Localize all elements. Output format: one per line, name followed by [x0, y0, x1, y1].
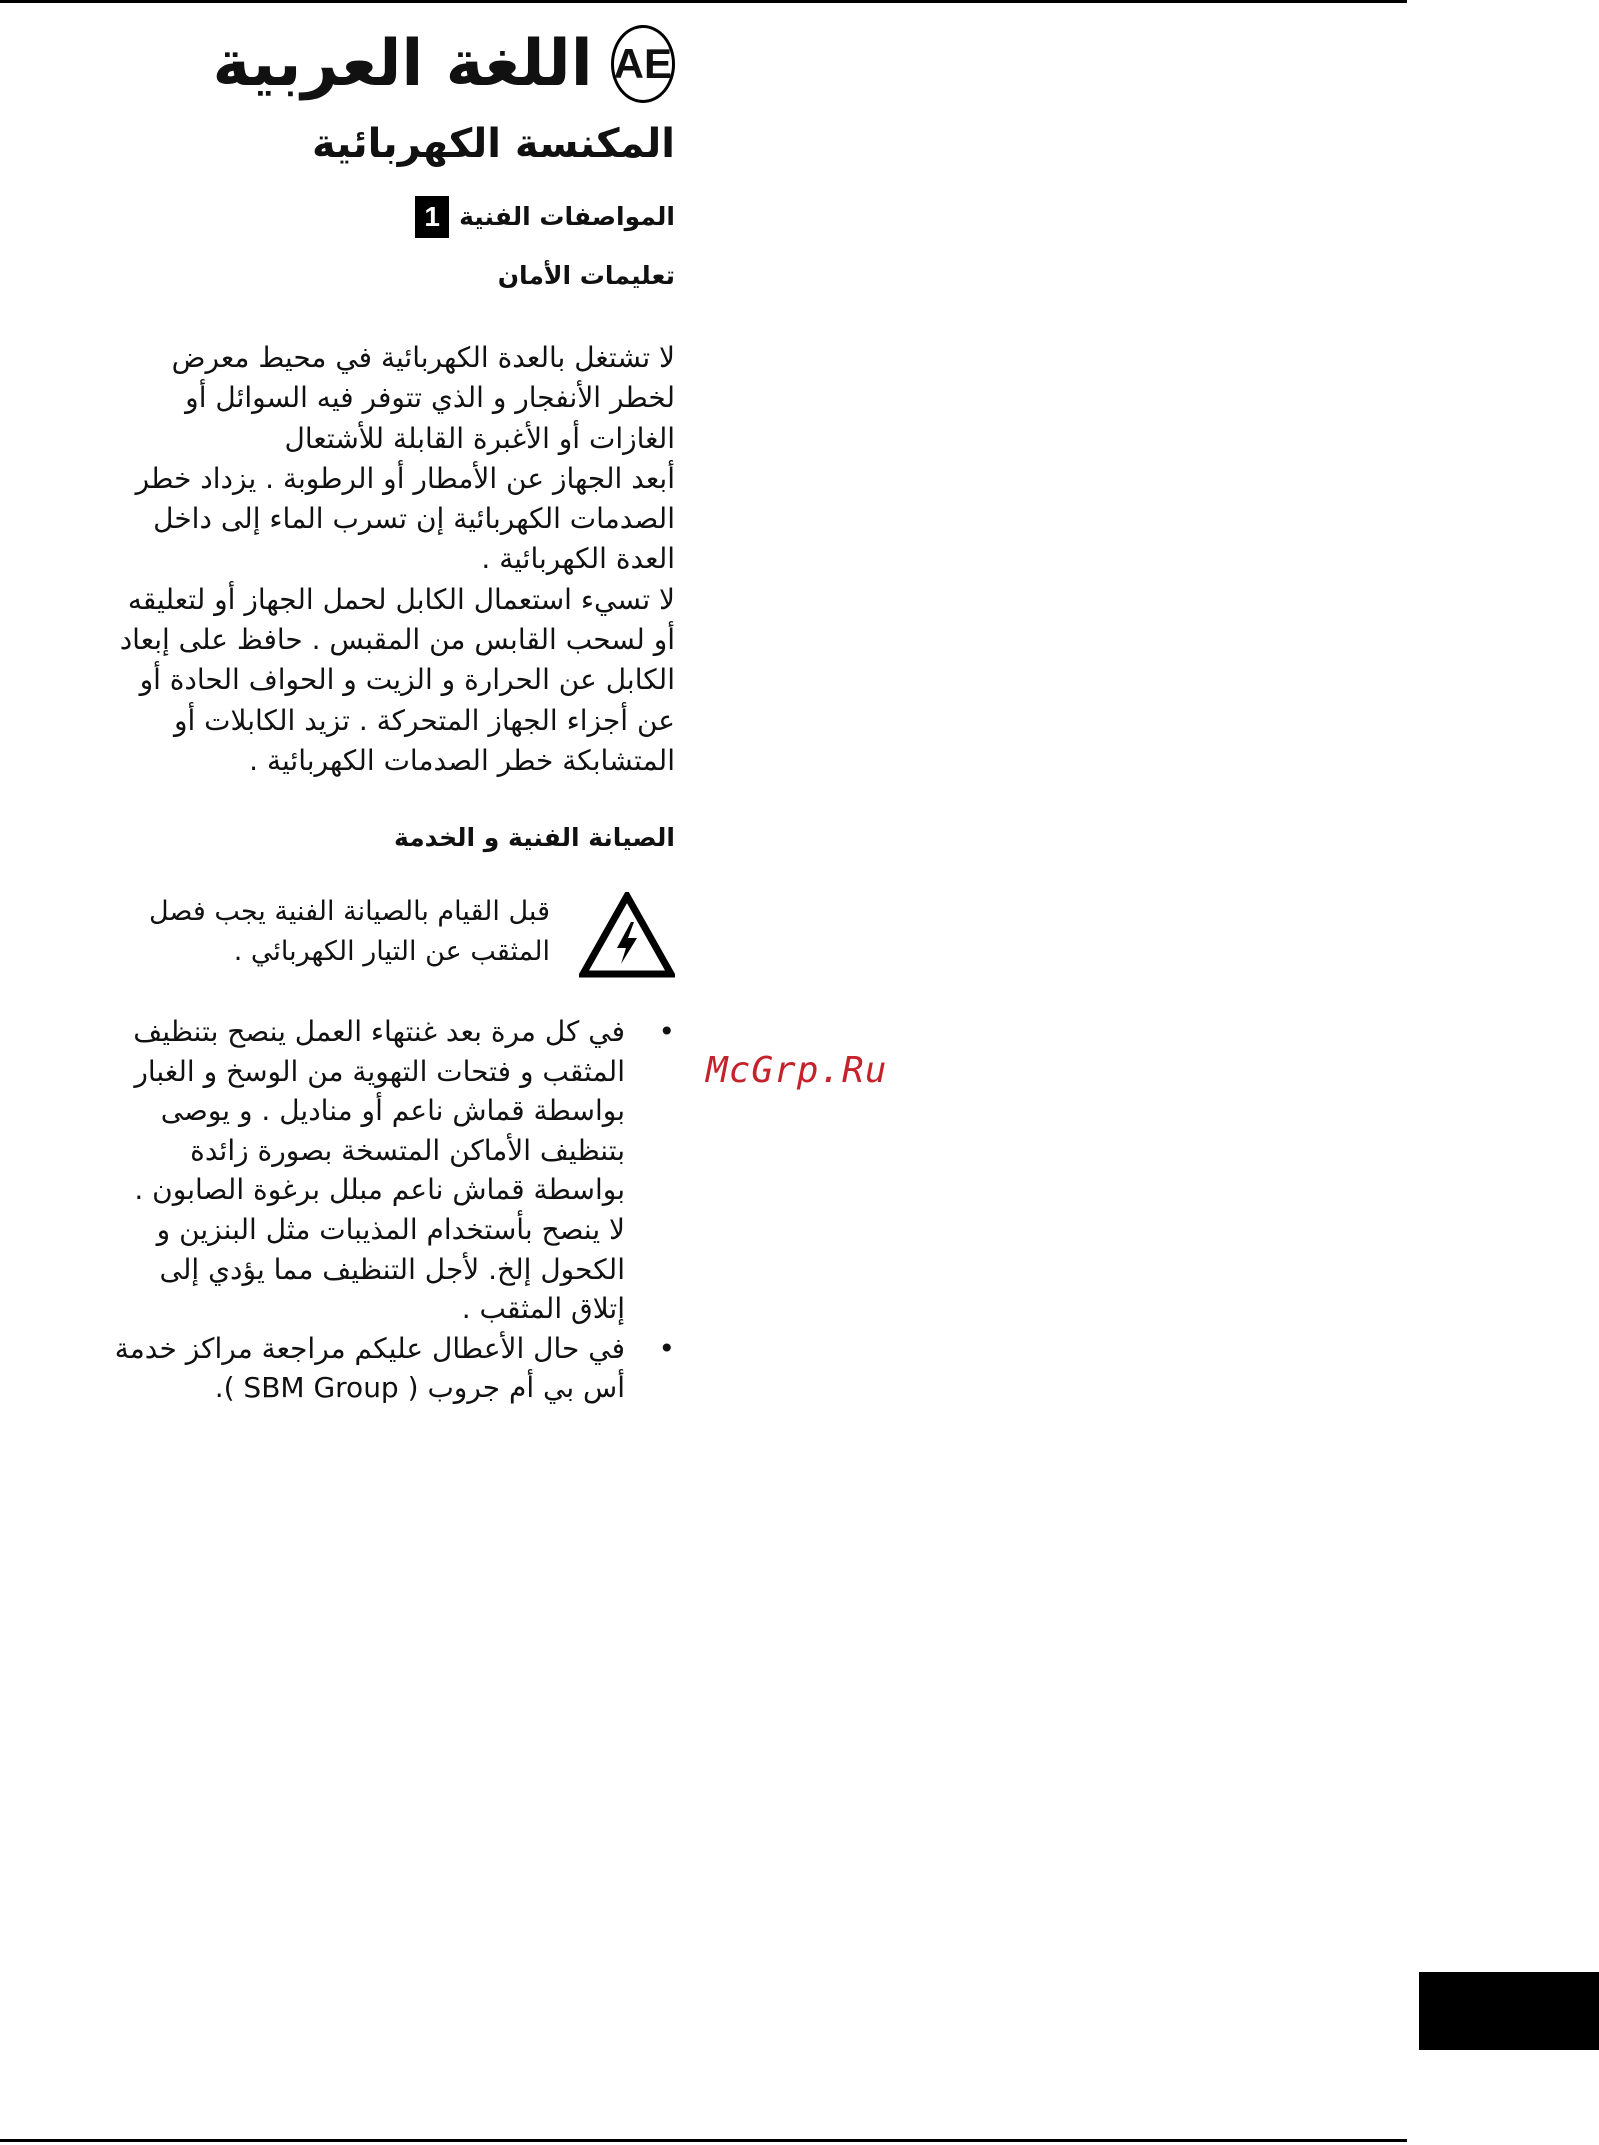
page-tab	[1419, 1972, 1599, 2050]
language-code-badge: AE	[611, 25, 675, 103]
safety-instructions	[110, 338, 675, 781]
watermark: McGrp.Ru	[706, 1050, 888, 1091]
maintenance-warning	[110, 892, 675, 982]
bottom-rule	[0, 2139, 1407, 2142]
language-header	[212, 18, 675, 110]
service-list-item: • في كل مرة بعد غنتهاء العمل ينصح بتنظيف المثقب و فتحات التهوية من الوسخ و الغبار بواسطة قماش ناعم أو مناديل . و يوصى بتنظيف الأماكن المتسخة بصورة زائدة بواسطة قماش ناعم مبلل برغوة الصابون . لا ينصح بأستخدام المذيبات مثل البنزين و الكحول إلخ. لأجل التنظيف مما يؤدي إلى إتلاق المثقب .	[110, 1012, 675, 1329]
safety-paragraph: أبعد الجهاز عن الأمطار أو الرطوبة . يزداد خطر الصدمات الكهربائية إن تسرب الماء إلى داخل العدة الكهربائية .	[135, 461, 675, 576]
safety-heading: تعليمات الأمان	[497, 261, 675, 290]
safety-paragraph: لا تسيء استعمال الكابل لحمل الجهاز أو لتعليقه أو لسحب القابس من المقبس . حافظ على إبعاد الكابل عن الحرارة و الزيت و الحواف الحادة أو عن أجزاء الجهاز المتحركة . تزيد الكابلات أو المتشابكة خطر الصدمات الكهربائية .	[119, 582, 675, 777]
figure-number-badge: 1	[415, 196, 449, 238]
service-list-item: • في حال الأعطال عليكم مراجعة مراكز خدمة أس بي أم جروب ( SBM Group ).	[110, 1329, 675, 1408]
specs-heading	[110, 196, 675, 238]
specs-heading-label: المواصفات الفنية	[459, 202, 675, 231]
safety-paragraph: لا تشتغل بالعدة الكهربائية في محيط معرض لخطر الأنفجار و الذي تتوفر فيه السوائل أو الغازات أو الأغبرة القابلة للأشتعال	[171, 341, 675, 455]
electric-hazard-warning-icon	[579, 892, 675, 978]
maintenance-heading: الصيانة الفنية و الخدمة	[394, 823, 675, 852]
top-rule	[0, 0, 1407, 3]
service-list	[110, 1012, 675, 1408]
language-title: اللغة العربية	[212, 27, 593, 101]
product-title: المكنسة الكهربائية	[312, 121, 675, 167]
warning-text: قبل القيام بالصيانة الفنية يجب فصل المثقب عن التيار الكهربائي .	[148, 896, 550, 967]
